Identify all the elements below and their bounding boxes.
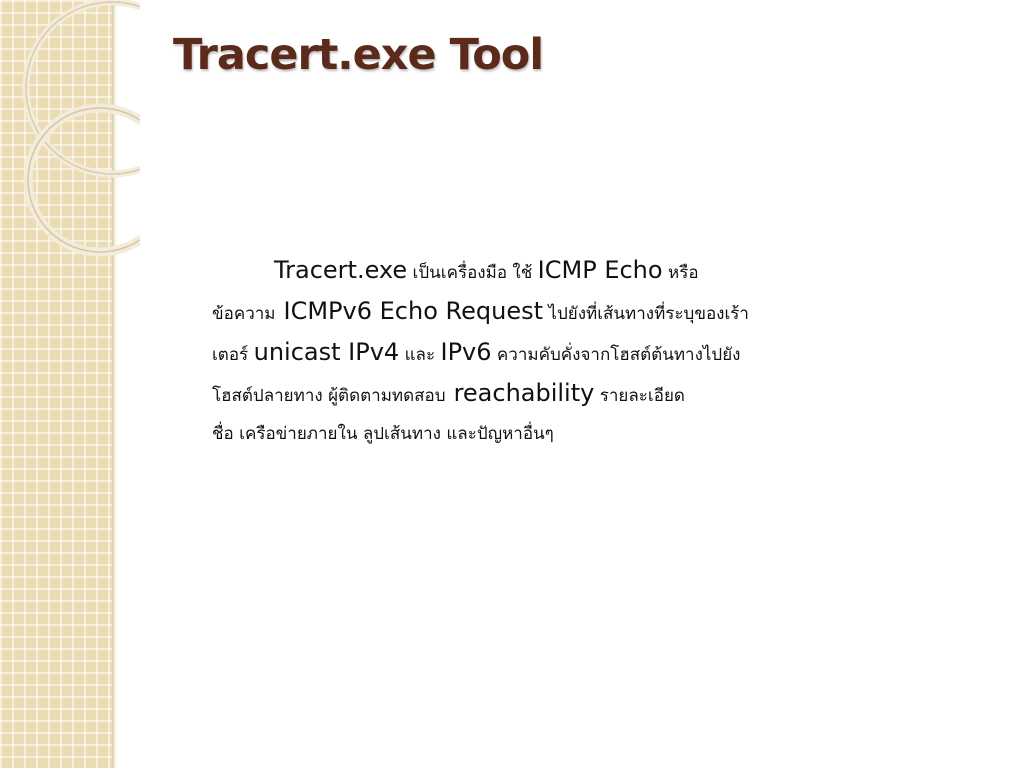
text-segment: Tracert.exe xyxy=(274,256,408,284)
text-segment: เป็นเครื่องมือ ใช้ xyxy=(407,263,538,283)
text-segment: โฮสต์ปลายทาง ผู้ติดตามทดสอบ xyxy=(212,386,446,406)
text-segment: unicast IPv4 xyxy=(253,338,400,366)
text-segment: และ xyxy=(399,345,441,365)
slide-title: Tracert.exe Tool xyxy=(173,30,544,80)
text-segment: ICMPv6 Echo Request xyxy=(283,297,544,325)
text-segment: reachability xyxy=(453,379,595,407)
text-segment: ความคับคั่งจากโฮสต์ต้นทางไปยัง xyxy=(491,345,741,365)
text-segment: ข้อความ xyxy=(212,304,276,324)
text-segment: IPv6 xyxy=(440,338,492,366)
text-segment: ไปยังที่เส้นทางที่ระบุของเร้า xyxy=(543,304,749,324)
body-line-3 xyxy=(212,334,902,375)
text-segment: ICMP Echo xyxy=(537,256,663,284)
decorative-rings-icon xyxy=(0,0,140,260)
body-line-2 xyxy=(212,293,902,334)
body-line-1 xyxy=(212,252,902,293)
body-paragraph xyxy=(212,252,902,457)
text-segment: รายละเอียด xyxy=(594,386,685,406)
text-segment: เตอร์ xyxy=(212,345,254,365)
body-line-4 xyxy=(212,375,902,416)
text-segment: ชื่อ เครือข่ายภายใน ลูปเส้นทาง และปัญหาอื่นๆ xyxy=(212,424,554,444)
text-segment: หรือ xyxy=(662,263,699,283)
body-line-5 xyxy=(212,416,902,457)
